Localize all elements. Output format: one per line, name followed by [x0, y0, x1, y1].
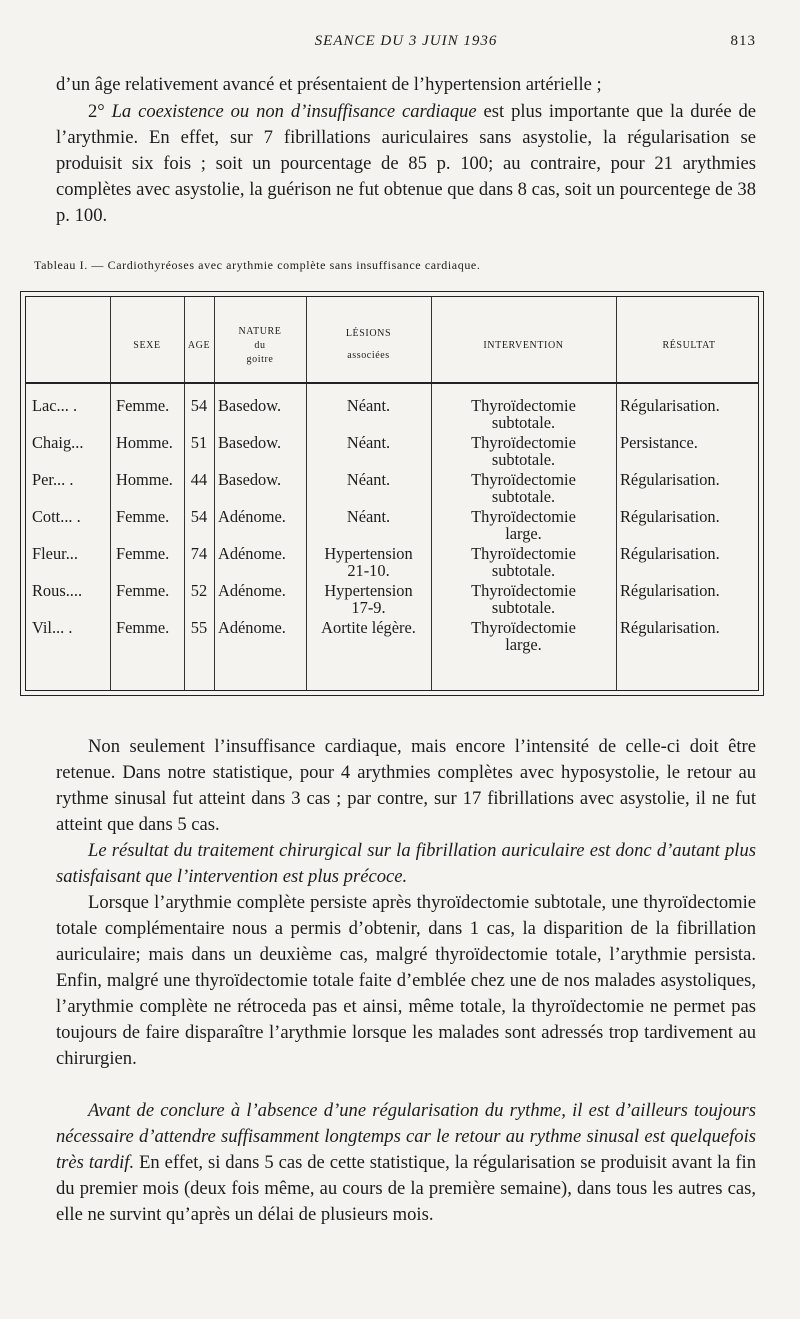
cell-lesions: 21-10. [347, 561, 390, 580]
header-resultat: RÉSULTAT [662, 340, 716, 351]
results-table [20, 291, 764, 696]
paragraph-text: Lorsque l’arythmie complète persiste après thyroïdectomie subtotale, une thyroïdectomie totale complémentaire nous a permis d’obtenir, dans 1 cas, la disparition de la fibrillation auriculaire; mais dans un deuxième cas, malgré thyroïdectomie totale, l’arythmie persista. Enfin, malgré une thyroïdectomie totale faite d’emblée chez une de nos malades asystoliques, l’arythmie complète ne rétroceda pas et ainsi, même totale, la thyroïdectomie ne permet pas toujours de faire disparaître l’arythmie lorsque les malades sont adressés trop tardivement au chirurgien. [56, 892, 756, 1069]
cell-age: 55 [190, 618, 208, 637]
paragraph-conclusion-italic [56, 838, 756, 890]
emphasis-text: Avant de conclure à l’absence d’une régularisation du rythme, il est d’ailleurs toujours nécessaire d’attendre suffisamment longtemps car le retour au rythme sinusal est quelquefois très tardif. [56, 1100, 756, 1173]
cell-intervention: Thyroïdectomie [471, 544, 576, 563]
cell-name: Vil... . [32, 618, 73, 637]
cell-age: 74 [190, 544, 208, 563]
cell-resultat: Persistance. [620, 433, 698, 452]
list-marker: 2° [88, 101, 112, 122]
emphasis-text: La coexistence ou non d’insuffisance cardiaque [111, 101, 477, 122]
paragraph-coexistence [56, 99, 756, 229]
cell-nature: Adénome. [218, 544, 286, 563]
cell-lesions: Néant. [346, 470, 391, 489]
page-number: 813 [730, 33, 756, 49]
cell-sexe: Femme. [116, 544, 170, 563]
running-title: SEANCE DU 3 JUIN 1936 [314, 33, 498, 49]
cell-intervention: large. [505, 524, 542, 543]
cell-lesions: Hypertension [324, 581, 413, 600]
header-lesions [306, 323, 431, 367]
header-nature-line: du [254, 340, 266, 351]
paragraph-text: Non seulement l’insuffisance cardiaque, mais encore l’intensité de celle-ci doit être retenue. Dans notre statistique, pour 4 arythmies complètes avec hyposystolie, le retour au rythme sinusal fut atteint dans 3 cas ; par contre, sur 17 fibrillations avec asystolie, il ne fut atteint que dans 5 cas. [56, 736, 756, 835]
cell-resultat: Régularisation. [620, 396, 720, 415]
cell-resultat: Régularisation. [620, 581, 720, 600]
cell-age: 52 [190, 581, 208, 600]
paragraph-text: En effet, si dans 5 cas de cette statistique, la régularisation se produisit avant la fin du premier mois (deux fois même, au cours de la première semaine), dans tous les autres cas, elle ne survint qu’après un délai de plusieurs mois. [56, 1152, 756, 1225]
cell-name: Cott... . [32, 507, 81, 526]
header-sexe: SEXE [133, 340, 161, 351]
paragraph-text: est plus importante que la durée de l’arythmie. En effet, sur 7 fibrillations auriculaires sans asystolie, la régularisation se produisit six fois ; soit un pourcentage de 85 p. 100; au contraire, pour 21 arythmies complètes avec asystolie, la guérison ne fut obtenue que dans 8 cas, soit un pourcentege de 38 p. 100. [56, 101, 756, 226]
cell-lesions: Hypertension [324, 544, 413, 563]
cell-sexe: Homme. [116, 433, 173, 452]
cell-intervention: Thyroïdectomie [471, 396, 576, 415]
cell-resultat: Régularisation. [620, 470, 720, 489]
cell-lesions: Aortite légère. [321, 618, 416, 637]
header-intervention: INTERVENTION [483, 340, 564, 351]
cell-intervention: Thyroïdectomie [471, 507, 576, 526]
cell-resultat: Régularisation. [620, 618, 720, 637]
cell-nature: Basedow. [218, 396, 282, 415]
cell-intervention: subtotale. [491, 413, 556, 432]
cell-sexe: Femme. [116, 396, 170, 415]
cell-name: Per... . [32, 470, 74, 489]
paragraph-thyroidectomy [56, 890, 756, 1072]
table-frame [25, 296, 759, 691]
header-lesions-line: associées [347, 350, 390, 361]
cell-sexe: Femme. [116, 581, 170, 600]
header-nature [214, 325, 306, 367]
cell-intervention: subtotale. [491, 598, 556, 617]
cell-lesions: 17-9. [351, 598, 386, 617]
cell-age: 54 [190, 507, 208, 526]
cell-nature: Adénome. [218, 618, 286, 637]
column-divider [110, 297, 111, 690]
cell-sexe: Femme. [116, 507, 170, 526]
cell-resultat: Régularisation. [620, 507, 720, 526]
cell-age: 51 [190, 433, 208, 452]
cell-sexe: Femme. [116, 618, 170, 637]
cell-name: Lac... . [32, 396, 78, 415]
paragraph-intensity [56, 734, 756, 838]
cell-age: 54 [190, 396, 208, 415]
cell-nature: Adénome. [218, 581, 286, 600]
cell-intervention: Thyroïdectomie [471, 618, 576, 637]
cell-intervention: Thyroïdectomie [471, 470, 576, 489]
running-head [56, 33, 756, 53]
cell-intervention: subtotale. [491, 487, 556, 506]
cell-intervention: large. [505, 635, 542, 654]
paragraph-delay [56, 1098, 756, 1228]
cell-intervention: subtotale. [491, 561, 556, 580]
header-nature-line: goitre [246, 354, 274, 365]
cell-nature: Adénome. [218, 507, 286, 526]
cell-resultat: Régularisation. [620, 544, 720, 563]
header-age: AGE [187, 340, 211, 351]
cell-lesions: Néant. [346, 507, 391, 526]
cell-intervention: subtotale. [491, 450, 556, 469]
paragraph-intro [56, 72, 756, 98]
emphasis-text: Le résultat du traitement chirurgical sur la fibrillation auriculaire est donc d’autant plus satisfaisant que l’intervention est plus précoce. [56, 840, 756, 887]
header-lesions-line: LÉSIONS [345, 328, 392, 339]
table-caption: Tableau I. — Cardiothyréoses avec arythmie complète sans insuffisance cardiaque. [34, 258, 481, 272]
cell-lesions: Néant. [346, 396, 391, 415]
paragraph-text: d’un âge relativement avancé et présentaient de l’hypertension artérielle ; [56, 74, 602, 95]
cell-name: Fleur... [32, 544, 78, 563]
cell-intervention: Thyroïdectomie [471, 433, 576, 452]
cell-age: 44 [190, 470, 208, 489]
cell-sexe: Homme. [116, 470, 173, 489]
header-rule [26, 382, 758, 384]
cell-intervention: Thyroïdectomie [471, 581, 576, 600]
cell-lesions: Néant. [346, 433, 391, 452]
header-nature-line: NATURE [238, 326, 282, 337]
cell-name: Rous.... [32, 581, 83, 600]
cell-nature: Basedow. [218, 433, 282, 452]
cell-name: Chaig... [32, 433, 84, 452]
column-divider [616, 297, 617, 690]
cell-nature: Basedow. [218, 470, 282, 489]
